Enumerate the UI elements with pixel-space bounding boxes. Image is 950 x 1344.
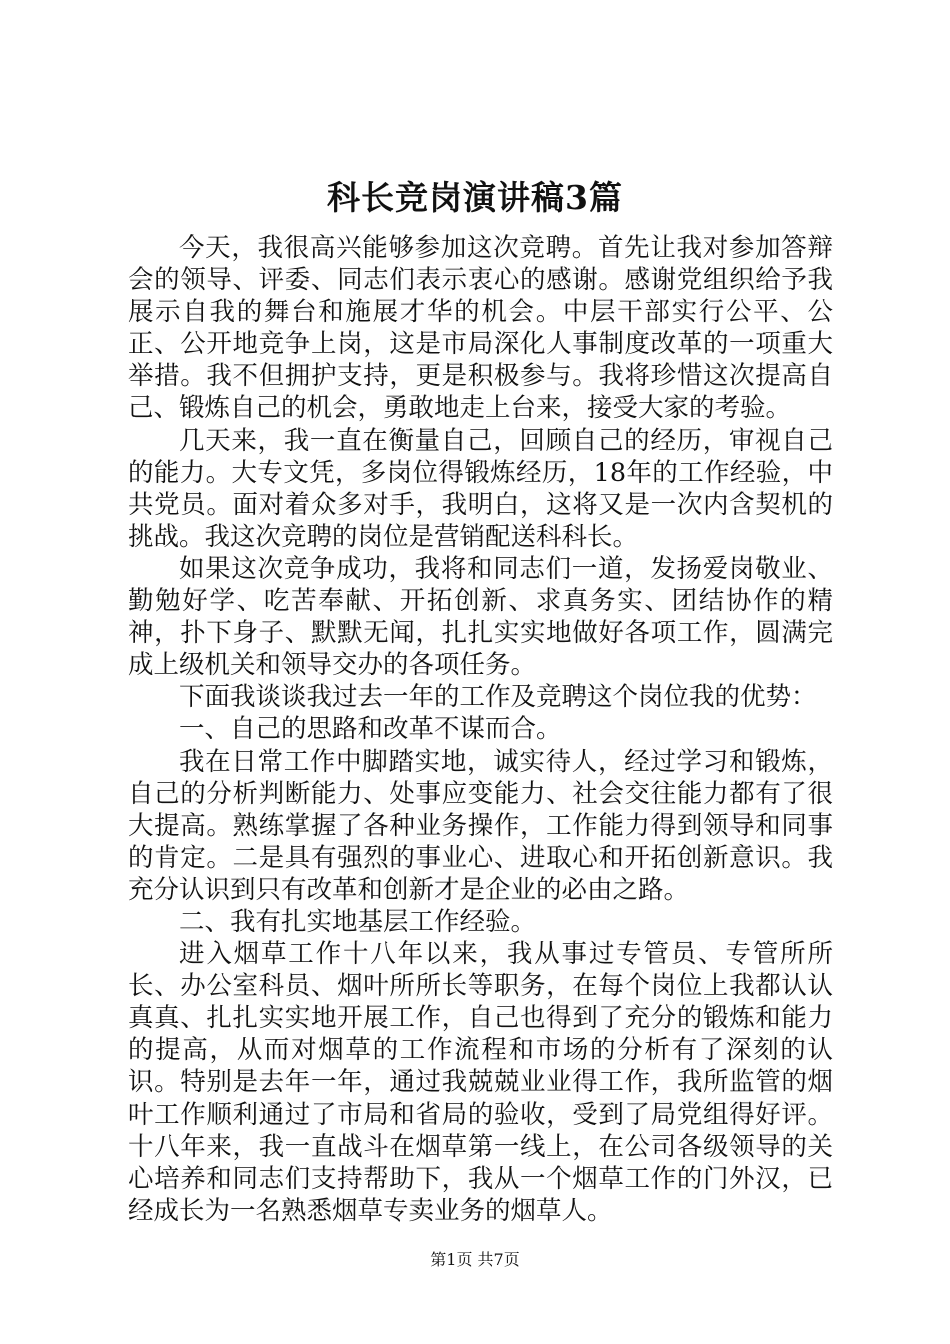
document-title: 科长竞岗演讲稿3篇 bbox=[327, 178, 623, 217]
section-heading-2: 二、我有扎实地基层工作经验。 bbox=[179, 906, 537, 937]
document-body bbox=[128, 232, 833, 1227]
paragraph-6: 进入烟草工作十八年以来，我从事过专管员、专管所所长、办公室科员、烟叶所所长等职务，在每个岗位上我都认认真真、扎扎实实地开展工作，自己也得到了充分的锻炼和能力的提高，从而对烟草的工作流程和市场的分析有了深刻的认识。特别是去年一年，通过我兢兢业业得工作，我所监管的烟叶工作顺利通过了市局和省局的验收，受到了局党组得好评。十八年来，我一直战斗在烟草第一线上，在公司各级领导的关心培养和同志们支持帮助下，我从一个烟草工作的门外汉，已经成长为一名熟悉烟草专卖业务的烟草人。 bbox=[128, 939, 833, 1226]
section-heading-1: 一、自己的思路和改革不谋而合。 bbox=[179, 714, 562, 745]
paragraph-5: 我在日常工作中脚踏实地，诚实待人，经过学习和锻炼，自己的分析判断能力、处事应变能力、社会交往能力都有了很大提高。熟练掌握了各种业务操作，工作能力得到领导和同事的肯定。二是具有强烈的事业心、进取心和开拓创新意识。我充分认识到只有改革和创新才是企业的必由之路。 bbox=[128, 746, 833, 905]
paragraph-4: 下面我谈谈我过去一年的工作及竞聘这个岗位我的优势： bbox=[179, 682, 817, 713]
paragraph-3: 如果这次竞争成功，我将和同志们一道，发扬爱岗敬业、勤勉好学、吃苦奉献、开拓创新、求真务实、团结协作的精神，扑下身子、默默无闻，扎扎实实地做好各项工作，圆满完成上级机关和领导交办的各项任务。 bbox=[128, 553, 833, 681]
page-number-footer: 第1页 共7页 bbox=[430, 1250, 520, 1269]
paragraph-1: 今天，我很高兴能够参加这次竞聘。首先让我对参加答辩会的领导、评委、同志们表示衷心的感谢。感谢党组织给予我展示自我的舞台和施展才华的机会。中层干部实行公平、公正、公开地竞争上岗，这是市局深化人事制度改革的一项重大举措。我不但拥护支持，更是积极参与。我将珍惜这次提高自己、锻炼自己的机会，勇敢地走上台来，接受大家的考验。 bbox=[128, 233, 833, 424]
paragraph-2: 几天来，我一直在衡量自己，回顾自己的经历，审视自己的能力。大专文凭，多岗位得锻炼经历，18年的工作经验，中共党员。面对着众多对手，我明白，这将又是一次内含契机的挑战。我这次竞聘的岗位是营销配送科科长。 bbox=[128, 425, 833, 552]
